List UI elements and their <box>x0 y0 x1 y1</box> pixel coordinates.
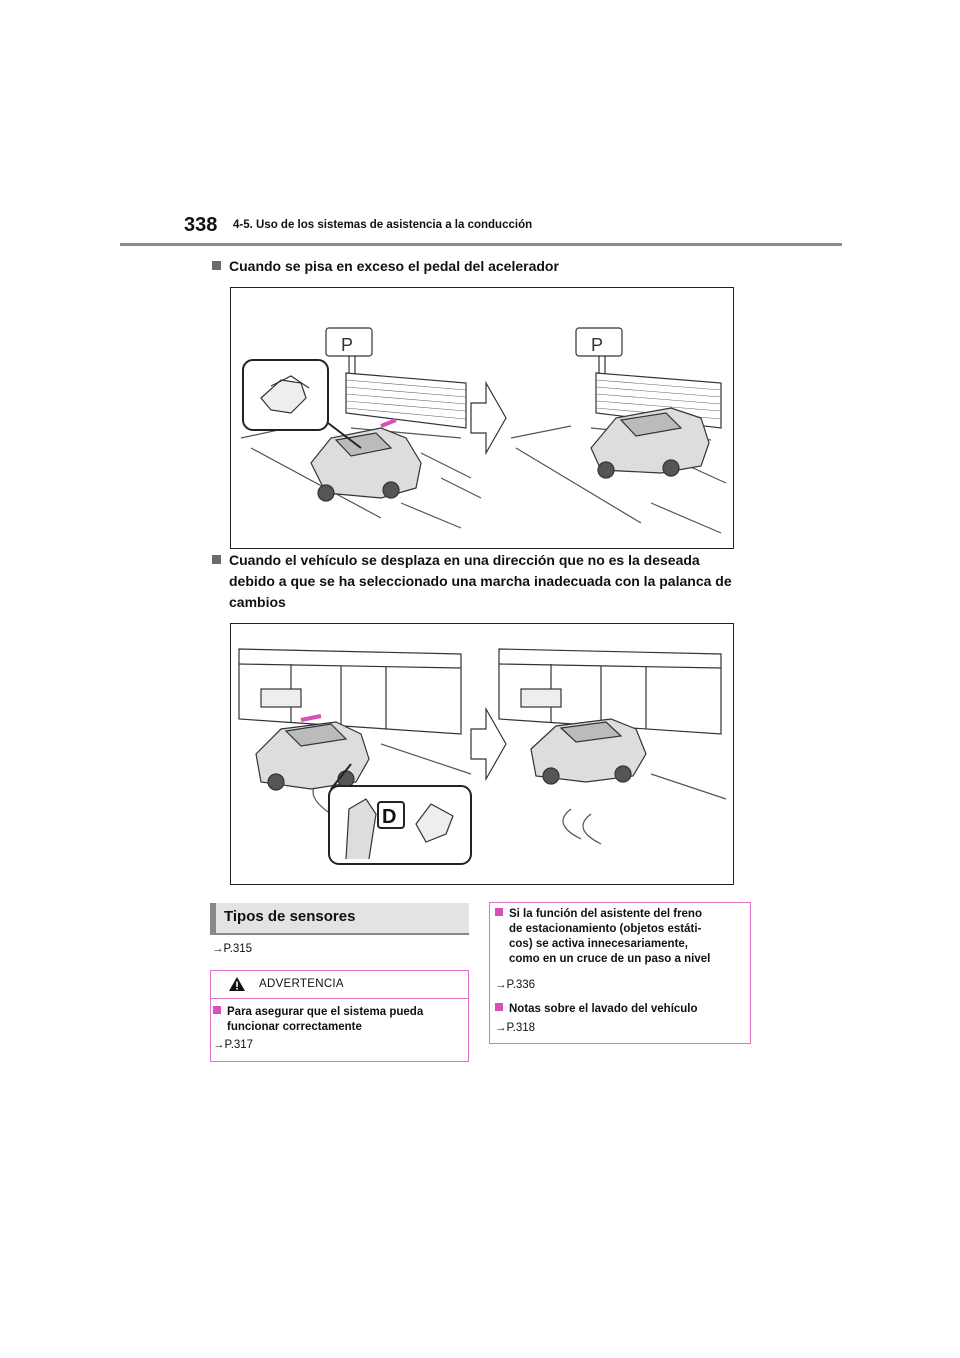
store-front-left <box>239 649 461 734</box>
header-divider <box>120 243 842 246</box>
note-item1-page-ref[interactable]: →P.336 <box>495 979 536 991</box>
pedal-callout <box>243 360 361 448</box>
car-right <box>591 408 709 478</box>
figure-accelerator-illustration <box>230 287 734 549</box>
car-left <box>311 428 421 501</box>
sensors-page-ref[interactable]: →P.315 <box>212 943 253 955</box>
section-heading-line1: Cuando el vehículo se desplaza en una dirección que no es la deseada <box>229 552 700 568</box>
gear-d-label: D <box>382 806 397 828</box>
section-heading-line3: cambios <box>229 594 286 610</box>
section-heading-wrong-gear <box>212 550 732 613</box>
svg-text:P: P <box>341 335 354 355</box>
note-item1-line3: cos) se activa innecesariamente, <box>509 938 688 950</box>
car-left-2 <box>256 722 369 790</box>
section-heading-line2: debido a que se ha seleccionado una marcha inadecuada con la palanca de <box>229 573 732 589</box>
transition-arrow <box>471 383 506 453</box>
note-item2-text: Notas sobre el lavado del vehículo <box>509 1003 698 1015</box>
warning-item-line1: Para asegurar que el sistema pueda <box>227 1006 424 1018</box>
car-right-2 <box>531 719 646 784</box>
pink-bullet-icon <box>213 1006 221 1014</box>
warning-item-line2: funcionar correctamente <box>227 1021 362 1033</box>
note-item1-line2: de estacionamiento (objetos estáti- <box>509 923 702 935</box>
warning-item <box>213 1005 423 1035</box>
figure-wrong-gear-illustration <box>230 623 734 885</box>
note-item1-line1: Si la función del asistente del freno <box>509 908 702 920</box>
note-item-parking-brake <box>495 907 710 967</box>
warning-page-ref[interactable]: →P.317 <box>213 1039 254 1051</box>
note-item2-page-ref[interactable]: →P.318 <box>495 1022 536 1034</box>
brick-wall-left <box>346 373 466 428</box>
svg-text:P: P <box>591 335 604 355</box>
section-heading-text: Cuando se pisa en exceso el pedal del acelerador <box>229 258 559 274</box>
note-item1-line4: como en un cruce de un paso a nivel <box>509 953 711 965</box>
warning-label: ADVERTENCIA <box>259 978 344 990</box>
parking-lines-right-2 <box>563 774 726 844</box>
sensors-title: Tipos de sensores <box>224 908 356 925</box>
sensors-title-underline <box>210 933 469 935</box>
pink-bullet-icon <box>495 1003 503 1011</box>
section-heading-accelerator <box>212 256 559 277</box>
page-number: 338 <box>184 214 218 236</box>
parking-lot-illustration <box>231 288 733 548</box>
chapter-title: 4-5. Uso de los sistemas de asistencia a la conducción <box>233 219 533 231</box>
note-item-washing <box>495 1002 698 1017</box>
warning-triangle-icon <box>228 976 246 992</box>
bullet-icon <box>212 261 221 270</box>
pink-bullet-icon <box>495 908 503 916</box>
store-front-illustration <box>231 624 733 884</box>
bullet-icon <box>212 555 221 564</box>
